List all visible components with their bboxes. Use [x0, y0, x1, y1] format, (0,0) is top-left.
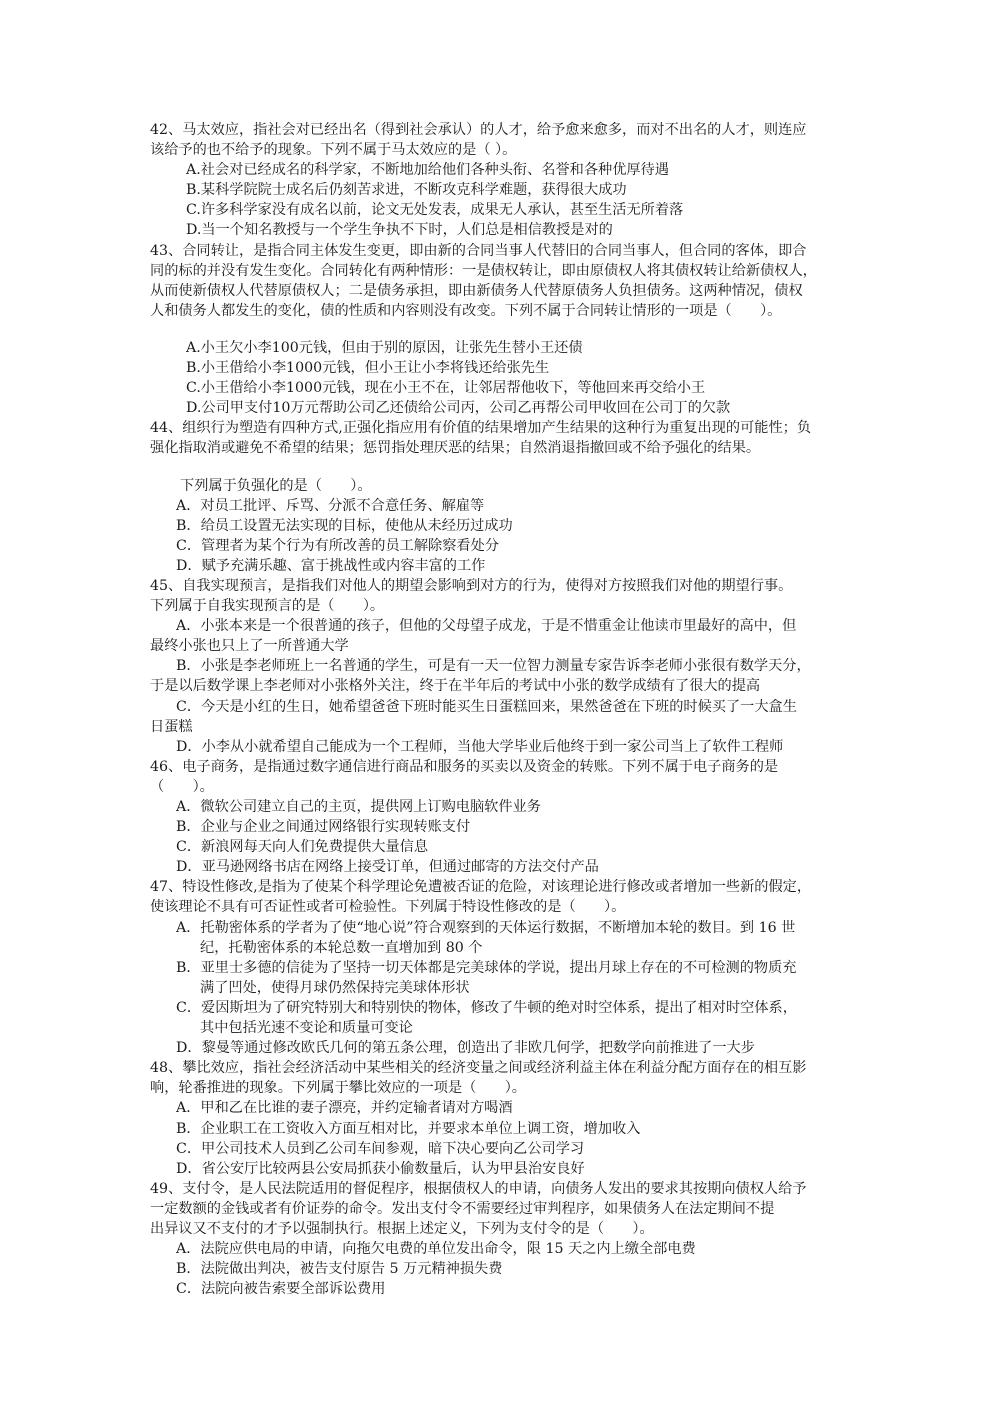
option-c: C．爱因斯坦为了研究特别大和特别快的物体，修改了牛顿的绝对时空体系，提出了相对时空体系， [176, 999, 797, 1016]
option-b: B．法院做出判决，被告支付原告 5 万元精神损失费 [176, 1261, 503, 1278]
option-c-cont: 日蛋糕 [150, 718, 193, 735]
question-46-text: （ ）。 [150, 778, 214, 795]
spacer [150, 321, 860, 338]
option-a: A．小张本来是一个很普通的孩子，但他的父母望子成龙，于是不惜重金让他读市里最好的高中，但 [176, 618, 797, 635]
option-b-cont: 满了凹处，使得月球仍然保持完美球体形状 [200, 979, 470, 996]
option-a-cont: 最终小张也只上了一所普通大学 [150, 638, 349, 655]
option-d: D．小李从小就希望自己能成为一个工程师，当他大学毕业后他终于到一家公司当上了软件工程师 [176, 738, 784, 755]
option-b: B．企业与企业之间通过网络银行实现转账支付 [176, 819, 471, 836]
option-c: C．今天是小红的生日，她希望爸爸下班时能买生日蛋糕回来，果然爸爸在下班的时候买了一大盒生 [176, 698, 797, 715]
option-a: A．对员工批评、斥骂、分派不合意任务、解雇等 [176, 497, 485, 514]
question-48-text: 48、攀比效应，指社会经济活动中某些相关的经济变量之间或经济利益主体在利益分配方面存在的相互影 [150, 1060, 807, 1077]
question-43-text: 从而使新债权人代替原债权人；二是债务承担，即由新债务人代替原债务人负担债务。这两种情况，债权 [150, 282, 803, 299]
option-a: A．法院应供电局的申请，向拖欠电费的单位发出命令，限 15 天之内上缴全部电费 [176, 1241, 696, 1258]
option-c: C．法院向被告索要全部诉讼费用 [176, 1281, 386, 1298]
question-46-text: 46、电子商务，是指通过数字通信进行商品和服务的买卖以及资金的转账。下列不属于电子商务的是 [150, 758, 779, 775]
option-a: A.社会对已经成名的科学家，不断地加给他们各种头衔、名誉和各种优厚待遇 [186, 162, 669, 179]
option-b: B．亚里士多德的信徒为了坚持一切天体都是完美球体的学说，提出月球上存在的不可检测的物质充 [176, 959, 797, 976]
option-a-cont: 纪，托勒密体系的本轮总数一直增加到 80 个 [200, 939, 483, 956]
option-d: D.公司甲支付10万元帮助公司乙还债给公司丙，公司乙再帮公司甲收回在公司丁的欠款 [186, 400, 731, 417]
question-48-text: 响，轮番推进的现象。下列属于攀比效应的一项是（ ）。 [150, 1080, 526, 1097]
question-42-text: 42、马太效应，指社会对已经出名（得到社会承认）的人才，给予愈来愈多，而对不出名的人才，则连应 [150, 122, 807, 138]
question-49-text: 出异议又不支付的才予以强制执行。根据上述定义，下列为支付令的是（ ）。 [150, 1220, 654, 1237]
spacer [150, 459, 860, 476]
option-d: D．赋予充满乐趣、富于挑战性或内容丰富的工作 [176, 557, 486, 574]
option-a: A．微软公司建立自己的主页，提供网上订购电脑软件业务 [176, 799, 541, 815]
option-b: B．企业职工在工资收入方面互相对比，并要求本单位上调工资，增加收入 [176, 1120, 641, 1137]
question-45-text: 45、自我实现预言，是指我们对他人的期望会影响到对方的行为，使得对方按照我们对他的期望行事。 [150, 577, 793, 594]
option-c: C．甲公司技术人员到乙公司车间参观，暗下决心要向乙公司学习 [176, 1140, 585, 1157]
question-49-text: 一定数额的金钱或者有价证券的命令。发出支付令不需要经过审判程序，如果债务人在法定期间不提 [150, 1200, 775, 1217]
question-43-text: 人和债务人都发生的变化，债的性质和内容则没有改变。下列不属于合同转让情形的一项是（ ）。 [150, 302, 782, 319]
option-a: A．甲和乙在比谁的妻子漂亮，并约定输者请对方喝酒 [176, 1100, 513, 1117]
question-44-prompt: 下列属于负强化的是（ ）。 [180, 477, 372, 494]
option-b: B.小王借给小李1000元钱，但小王让小李将钱还给张先生 [186, 360, 550, 377]
question-47-text: 使该理论不具有可否证性或者可检验性。下列属于特设性修改的是（ ）。 [150, 899, 626, 916]
option-c: C．管理者为某个行为有所改善的员工解除察看处分 [176, 537, 499, 554]
option-d: D．亚马逊网络书店在网络上接受订单，但通过邮寄的方法交付产品 [176, 859, 599, 876]
option-b: B．小张是李老师班上一名普通的学生，可是有一天一位智力测量专家告诉李老师小张很有数学天分， [176, 658, 811, 675]
option-d: D．黎曼等通过修改欧氏几何的第五条公理，创造出了非欧几何学，把数学向前推进了一大步 [176, 1040, 755, 1057]
option-b-cont: 于是以后数学课上李老师对小张格外关注，终于在半年后的考试中小张的数学成绩有了很大的提高 [150, 678, 761, 695]
option-b: B．给员工设置无法实现的目标，使他从未经历过成功 [176, 517, 513, 534]
question-42-text: 该给予的也不给予的现象。下列不属于马太效应的是（ ）。 [150, 142, 517, 159]
document-body [150, 120, 860, 1299]
option-c: C.许多科学家没有成名以前，论文无处发表，成果无人承认，甚至生活无所着落 [186, 202, 684, 219]
option-c: C．新浪网每天向人们免费提供大量信息 [176, 839, 429, 856]
option-a: A．托勒密体系的学者为了使“地心说”符合观察到的天体运行数据，不断增加本轮的数目。到 16 世 [176, 919, 796, 936]
question-43-text: 同的标的并没有发生变化。合同转化有两种情形：一是债权转让，即由原债权人将其债权转让给新债权人， [150, 262, 817, 279]
question-43-text: 43、合同转让，是指合同主体发生变更，即由新的合同当事人代替旧的合同当事人，但合同的客体，即合 [150, 242, 807, 259]
option-b: B.某科学院院士成名后仍刻苦求进，不断攻克科学难题，获得很大成功 [186, 182, 627, 199]
option-c-cont: 其中包括光速不变论和质量可变论 [200, 1020, 413, 1037]
option-d: D．省公安厅比较两县公安局抓获小偷数量后，认为甲县治安良好 [176, 1160, 585, 1177]
question-44-text: 44、组织行为塑造有四种方式,正强化指应用有价值的结果增加产生结果的这种行为重复出现的可能性；负 [150, 420, 812, 437]
question-45-text: 下列属于自我实现预言的是（ ）。 [150, 598, 385, 615]
question-44-text: 强化指取消或避免不希望的结果；惩罚指处理厌恶的结果；自然消退指撤回或不给予强化的结果。 [150, 440, 761, 457]
question-49-text: 49、支付令，是人民法院适用的督促程序，根据债权人的申请，向债务人发出的要求其按期向债权人给予 [150, 1180, 807, 1197]
option-a: A.小王欠小李100元钱，但由于别的原因，让张先生替小王还债 [186, 339, 583, 356]
option-c: C.小王借给小李1000元钱，现在小王不在，让邻居帮他收下，等他回来再交给小王 [186, 380, 706, 397]
option-d: D.当一个知名教授与一个学生争执不下时，人们总是相信教授是对的 [186, 222, 613, 239]
question-47-text: 47、特设性修改,是指为了使某个科学理论免遭被否证的危险，对该理论进行修改或者增加一些新的假定， [150, 879, 812, 896]
